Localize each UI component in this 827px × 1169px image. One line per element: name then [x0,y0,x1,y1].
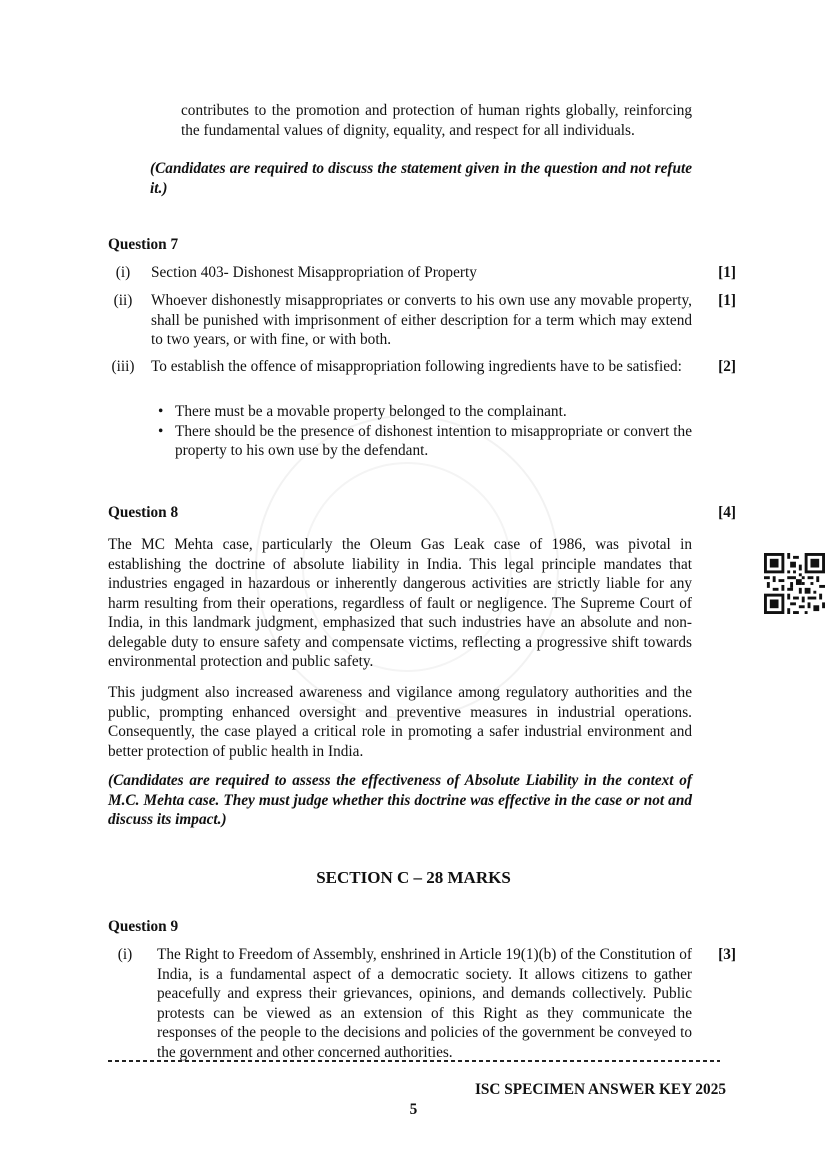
section-c-heading: SECTION C – 28 MARKS [316,868,511,887]
q7-item-2-number: (ii) [113,292,133,309]
footer-divider [108,1060,720,1062]
page-number: 5 [409,1101,418,1118]
question-8-heading: Question 8 [108,504,179,521]
footer-title: ISC SPECIMEN ANSWER KEY 2025 [474,1081,726,1098]
q7-item-1-text: Section 403- Dishonest Misappropriation of Property [151,264,477,281]
q7-item-3-text: To establish the offence of misappropriation following ingredients have to be satisfied: [151,358,682,375]
q7-bullet-2: • There should be the presence of dishonest intention to misappropriate or convert the property to his own use by the defendant. [158,422,692,459]
q8-marks: [4] [718,504,736,521]
q7-bullet-1: • There must be a movable property belonged to the complainant. [158,403,567,420]
q7-item-1-number: (i) [115,264,131,281]
q7-item-2-marks: [1] [718,292,736,309]
q9-item-1-marks: [3] [718,946,736,963]
q8-paragraph-2: This judgment also increased awareness and vigilance among regulatory authorities and the public, prompting enhanced oversight and preventive measures in industrial operations. Consequently, the case played a critical role in promoting a safer industrial environment and better protection of public health in India. [108,684,692,760]
bullet-icon: • [158,422,164,440]
q9-item-1-text: The Right to Freedom of Assembly, enshrined in Article 19(1)(b) of the Constitution of India, is a fundamental aspect of a democratic society. It allows citizens to gather peacefully and express their grievances, opinions, and demands collectively. Public protests can be viewed as an extension of this Right as they communicate the responses of the people to the decisions and policies of the government be conveyed to the government and other concerned authorities. [157,946,692,1061]
q7-item-1-marks: [1] [718,264,736,281]
q8-paragraph-1: The MC Mehta case, particularly the Oleum Gas Leak case of 1986, was pivotal in establishing the doctrine of absolute liability in India. This legal principle mandates that industries engaged in hazardous or inherently dangerous activities are strictly liable for any harm resulting from their operations, regardless of fault or negligence. The Supreme Court of India, in this landmark judgment, emphasized that such industries have an absolute and non-delegable duty to ensure safety and compensate victims, reflecting a progressive shift towards environmental protection and public safety. [108,536,692,670]
question-9-heading: Question 9 [108,918,179,935]
intro-paragraph: contributes to the promotion and protection of human rights globally, reinforcing the fundamental values of dignity, equality, and respect for all individuals. [181,102,692,139]
q7-bullet-list [151,402,692,461]
intro-note: (Candidates are required to discuss the statement given in the question and not refute it.) [150,160,692,197]
q8-note: (Candidates are required to assess the effectiveness of Absolute Liability in the context of M.C. Mehta case. They must judge whether this doctrine was effective in the case or not and discuss its impact.) [108,772,692,828]
question-7-heading: Question 7 [108,236,179,253]
qr-code-icon [764,553,825,614]
q7-item-2-text: Whoever dishonestly misappropriates or converts to his own use any movable property, shall be punished with imprisonment of either description for a term which may extend to two years, or with fine, or with both. [151,292,692,348]
bullet-icon: • [158,403,164,420]
q7-item-3-marks: [2] [718,358,736,375]
q7-item-3-number: (iii) [111,358,135,375]
q9-item-1-number: (i) [117,946,133,963]
